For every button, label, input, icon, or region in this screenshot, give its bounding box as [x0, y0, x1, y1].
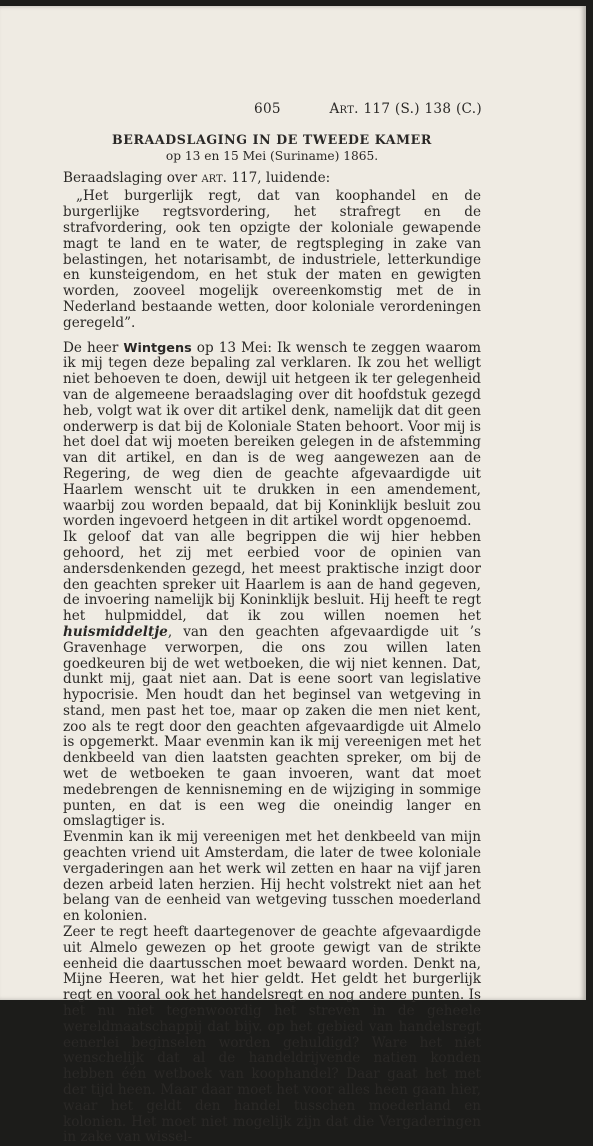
paragraph-2: [63, 530, 481, 830]
para2-emphasis: huismiddeltje: [63, 623, 168, 640]
page-number: 605: [254, 101, 281, 117]
running-title-rest: 117 (S.) 138 (C.): [363, 101, 482, 117]
intro-art: art.: [201, 169, 228, 186]
paragraph-3: Evenmin kan ik mij vereenigen met het denkbeeld van mijn geachten vriend uit Amsterdam, die later de twee koloniale vergaderingen aan het werk wil zetten en haar na vijf jaren dezen arbeid laten herzien. Hij hecht volstrekt niet aan het belang van de eenheid van wetgeving tusschen moederland en kolonien.: [63, 829, 481, 925]
page-title: BERAADSLAGING IN DE TWEEDE KAMER: [112, 132, 432, 147]
paragraph-1: [63, 341, 481, 531]
running-title-prefix: Art.: [329, 101, 359, 117]
paragraph-4: Zeer te regt heeft daartegenover de geachte afgevaardigde uit Almelo gewezen op het groote gewigt van de strikte eenheid die daartusschen moet bewaard worden. Denkt na, Mijne Heeren, wat het hier geldt. Het geldt het burgerlijk regt en vooral ook het handelsregt en nog andere punten. Is het nu niet tegenwoordig het streven in de geheele wereldmaatschappij dat bijv. op het gebied van handelsregt eenerlei beginselen worden gehuldigd? Ware het niet wenschelijk dat al de handeldrijvende natien konden hebben één wetboek van koophandel? Daar gaat het met der tijd heen. Maar daar moet het voor alles heen gaan hier, waar het geldt den handel tusschen moederland en kolonien. Het moet niet mogelijk zijn dat die Vergaderingen in zake van wissel-: [63, 924, 481, 1146]
speaker-name: Wintgens: [123, 340, 192, 356]
para2-text1: Ik geloof dat van alle begrippen die wij hier hebben gehoord, het zij met eerbied voor de opinien van andersdenkenden gezegd, het meest praktische inzigt door den geachten spreker uit Haarlem is aan de hand gegeven, de invoering namelijk bij Koninklijk besluit. Hij heeft te regt het hulpmiddel, dat ik zou willen noemen het: [63, 529, 481, 625]
intro-after: 117, luidende:: [231, 169, 331, 186]
para2-text2: , van den geachten afgevaardigde uit ’s Gravenhage verworpen, die ons zou willen laten goedkeuren bij de wet wetboeken, die wij niet kennen. Dat, dunkt mij, gaat niet aan. Dat is eene soort van legislative hypocrisie. Men houdt dan het beginsel van wetgeving in stand, men past het toe, maar op zaken die men niet kent, zoo als te regt door den geachten afgevaardigde uit Almelo is opgemerkt. Maar evenmin kan ik mij vereenigen met het denkbeeld van dien laatsten geachten spreker, om bij de wet de wetboeken te gaan invoeren, want dat moet medebrengen de kennisneming en de wijziging in sommige punten, en dat is een weg die oneindig langer en omslagtiger is.: [63, 623, 481, 830]
intro-before: Beraadslaging over: [63, 169, 198, 186]
para1-before: De heer: [63, 339, 119, 356]
article-quote: [63, 189, 481, 331]
intro-line: [63, 171, 481, 187]
book-page: [0, 6, 586, 1146]
page-subtitle: op 13 en 15 Mei (Suriname) 1865.: [165, 148, 379, 163]
quote-text: „Het burgerlijk regt, dat van koophandel en de burgerlijke regtsvordering, het strafregt en de strafvordering, ook ten opzigte der koloniale gewapende magt te land en te water, de regtspleging in zake van belastingen, het notarisambt, de industriele, letterkundige en kunsteigendom, en het stuk der maten en gewigten worden, zooveel mogelijk overeenkomstig met de in Nederland bestaande wetten, door koloniale verordeningen geregeld”.: [63, 188, 481, 331]
text-block: [63, 100, 481, 1146]
para1-after: op 13 Mei: Ik wensch te zeggen waarom ik mij tegen deze bepaling zal verklaren. Ik zou het welligt niet behoeven te doen, dewijl uit hetgeen ik ter gelegenheid van de algemeene beraadslaging over dit hoofdstuk gezegd heb, volgt wat ik over dit artikel denk, namelijk dat dit geen onderwerp is dat bij de Koloniale Staten behoort. Voor mij is het doel dat wij moeten bereiken gelegen in de afstemming van dit artikel, en dan is de weg aangewezen aan de Regering, de weg dien de geachte afgevaardigde uit Haarlem wenscht uit te drukken in een amendement, waarbij zou worden bepaald, dat bij Koninklijk besluit zou worden ingevoerd hetgeen in dit artikel wordt opgenoemd.: [63, 339, 481, 530]
